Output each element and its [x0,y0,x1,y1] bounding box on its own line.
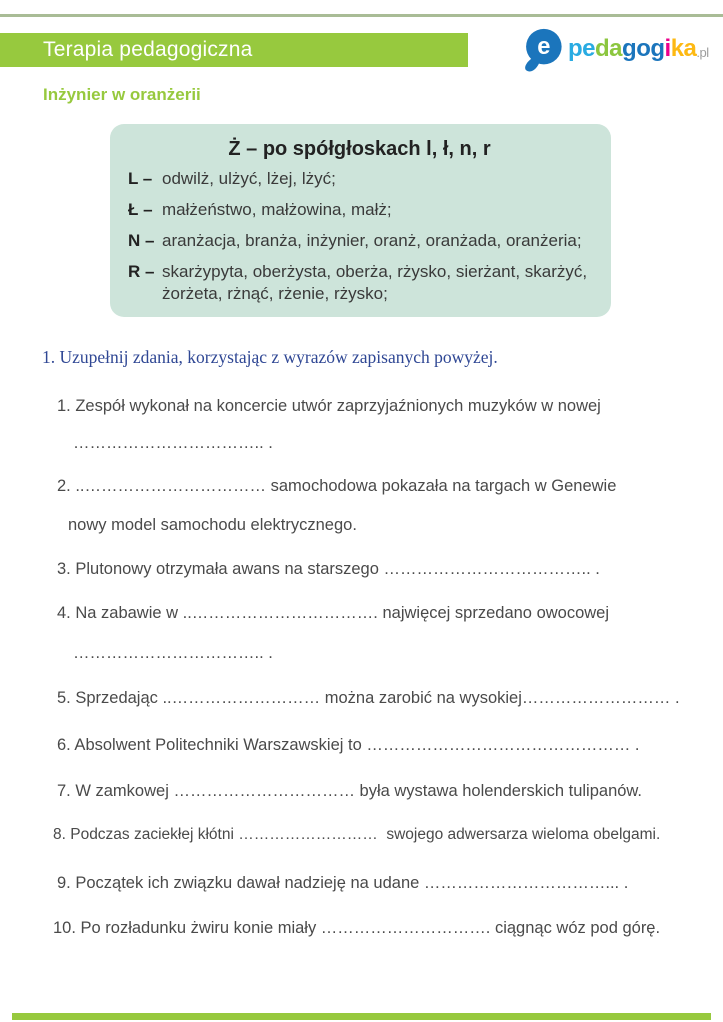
sentence-8-line-1: 8. Podczas zaciekłej kłótni ……………………… swojego adwersarza wieloma obelgami. [53,826,661,843]
rule-row-n [128,230,591,252]
rule-box-title: Ż – po spółgłoskach l, ł, n, r [228,138,491,160]
exercise-instruction: 1. Uzupełnij zdania, korzystając z wyrazów zapisanych powyżej. [42,347,498,367]
sentence-1-line-1: 1. Zespół wykonał na koncercie utwór zaprzyjaźnionych muzyków w nowej [57,397,601,415]
logo-wordmark [568,27,709,74]
sentence-5-line-1: 5. Sprzedając ..……………………… można zarobić na wysokiej……………………… . [57,689,680,707]
bottom-divider [12,1013,711,1020]
epedagogika-logo [521,26,709,74]
rule-row-ł [128,199,591,221]
logo-letter-group: da [595,34,623,62]
logo-letter-group: pe [568,34,596,62]
sentence-7-line-1: 7. W zamkowej …………………………… była wystawa holenderskich tulipanów. [57,782,643,800]
logo-e-letter: e [537,34,551,61]
sentence-4-line-1: 4. Na zabawie w ..……………………………. najwięcej sprzedano owocowej [57,604,610,622]
sentence-10-line-1: 10. Po rozładunku żwiru konie miały …………………………. ciągnąc wóz pod górę. [53,919,661,937]
logo-letter-group: .pl [696,44,709,60]
rule-letter: R – [128,262,155,281]
top-divider [0,14,723,17]
logo-letter-group: i [664,34,671,62]
rule-words: skarżypyta, oberżysta, oberża, rżysko, sierżant, skarżyć, żorżeta, rżnąć, rżenie, rżysko; [162,262,588,303]
sentence-2-line-1: 2. ..…………………………… samochodowa pokazała na targach w Genewie [57,477,617,495]
rule-words: małżeństwo, małżowina, małż; [162,200,392,219]
logo-letter-group: gog [622,34,665,62]
sentence-6-line-1: 6. Absolwent Politechniki Warszawskiej to ………………………………………… . [57,736,640,754]
header-banner [0,33,468,67]
rule-words: odwilż, ulżyć, lżej, lżyć; [162,169,336,188]
rule-letter: N – [128,231,155,250]
rule-words: aranżacja, branża, inżynier, oranż, oranżada, oranżeria; [162,231,582,250]
rule-letter: L – [128,169,153,188]
sentence-3-line-1: 3. Plutonowy otrzymała awans na starszego ……………………………….. . [57,560,600,578]
rule-box [110,124,611,317]
logo-e-icon [521,27,565,73]
logo-letter-group: ka [670,34,697,62]
sentence-4-blank-line: …………………………….. . [73,644,273,662]
rule-letter: Ł – [128,200,153,219]
sentence-1-blank-line: …………………………….. . [73,434,273,452]
sentence-2-line-2: nowy model samochodu elektrycznego. [68,516,357,534]
sentence-9-line-1: 9. Początek ich związku dawał nadzieję na udane ……………………………... . [57,874,629,892]
worksheet-title: Inżynier w oranżerii [43,85,201,104]
rule-row-l [128,168,591,190]
banner-title: Terapia pedagogiczna [43,38,253,61]
rule-row-r [128,261,591,305]
